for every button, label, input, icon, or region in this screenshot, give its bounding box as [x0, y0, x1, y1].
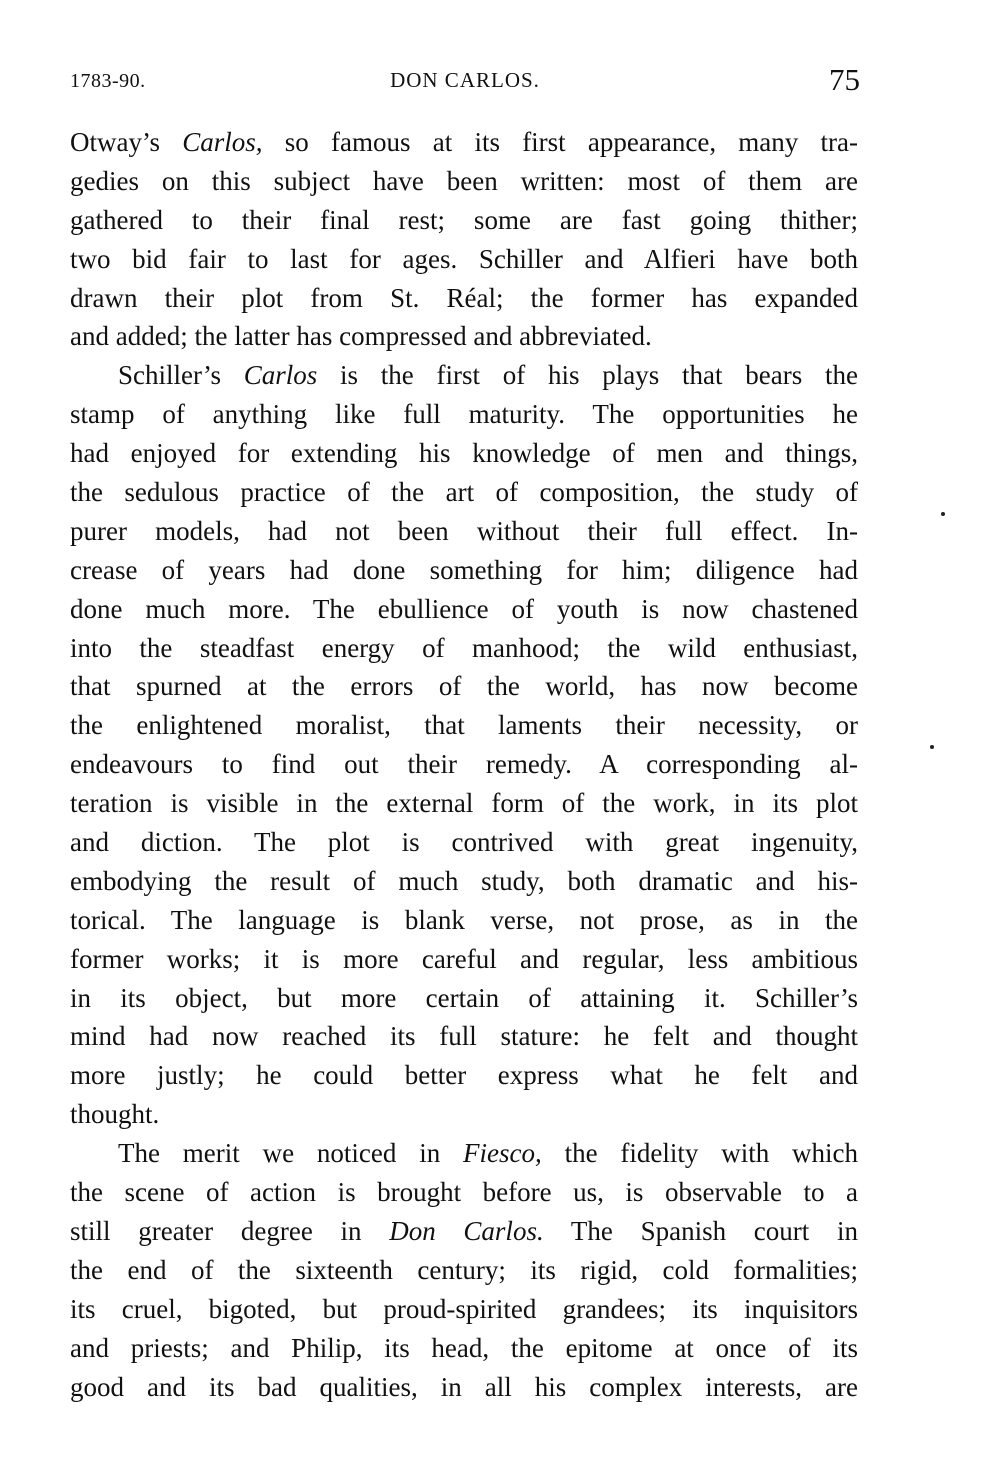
text-line [70, 823, 858, 862]
paragraph [70, 123, 858, 356]
text-segment: gathered to their final rest; some are fast going thither; [70, 204, 858, 235]
text-segment: Schiller’s [118, 360, 244, 391]
text-line [70, 279, 858, 318]
text-line [70, 784, 858, 823]
text-segment: that spurned at the errors of the world, has now become [70, 671, 858, 702]
text-line [70, 1134, 858, 1173]
body-text [70, 123, 858, 1406]
text-line [70, 317, 858, 356]
text-line [70, 862, 858, 901]
text-line [70, 434, 858, 473]
text-line [70, 1017, 858, 1056]
text-line [70, 1212, 858, 1251]
text-segment: purer models, had not been without their full effect. In- [70, 515, 858, 546]
text-segment: and added; the latter has compressed and abbreviated. [70, 321, 652, 352]
paragraph [70, 356, 858, 1134]
text-segment: former works; it is more careful and regular, less ambitious [70, 943, 858, 974]
text-line [70, 590, 858, 629]
print-speck [930, 745, 934, 749]
print-speck [941, 512, 945, 516]
text-segment: the enlightened moralist, that laments their necessity, or [70, 710, 858, 741]
text-segment: into the steadfast energy of manhood; the wild enthusiast, [70, 632, 858, 663]
text-line [70, 512, 858, 551]
text-segment: is the first of his plays that bears the [317, 360, 858, 391]
text-line [70, 1173, 858, 1212]
italic-title: Carlos, [182, 127, 263, 157]
text-segment: stamp of anything like full maturity. The opportunities he [70, 399, 858, 430]
text-line [70, 551, 858, 590]
text-line [70, 201, 858, 240]
text-line [70, 1368, 858, 1407]
text-segment: drawn their plot from St. Réal; the former has expanded [70, 282, 858, 313]
text-line [70, 667, 858, 706]
text-segment: good and its bad qualities, in all his complex interests, are [70, 1371, 858, 1402]
text-line [70, 240, 858, 279]
text-segment: endeavours to find out their remedy. A corresponding al- [70, 749, 858, 780]
text-line [70, 1329, 858, 1368]
text-segment: in its object, but more certain of attaining it. Schiller’s [70, 982, 858, 1013]
text-segment: had enjoyed for extending his knowledge of men and things, [70, 438, 858, 469]
text-line [70, 162, 858, 201]
text-line [70, 1095, 858, 1134]
text-segment: the sedulous practice of the art of composition, the study of [70, 477, 858, 508]
text-segment: the fidelity with which [541, 1138, 859, 1169]
text-segment: Otway’s [70, 127, 183, 157]
text-segment: and priests; and Philip, its head, the epitome at once of its [70, 1332, 858, 1363]
text-segment: torical. The language is blank verse, not prose, as in the [70, 904, 858, 935]
text-line [70, 745, 858, 784]
text-segment: two bid fair to last for ages. Schiller and Alfieri have both [70, 243, 858, 274]
text-segment: The Spanish court in [543, 1215, 858, 1246]
text-line [70, 979, 858, 1018]
text-segment: embodying the result of much study, both dramatic and his- [70, 865, 858, 896]
text-line [70, 1290, 858, 1329]
text-line [70, 706, 858, 745]
paragraph [70, 1134, 858, 1406]
text-segment: its cruel, bigoted, but proud-spirited grandees; its inquisitors [70, 1293, 858, 1324]
italic-title: Carlos [243, 360, 318, 391]
text-segment: teration is visible in the external form of the work, in its plot [70, 788, 858, 819]
text-segment: the end of the sixteenth century; its rigid, cold formalities; [70, 1254, 858, 1285]
text-line [70, 1056, 858, 1095]
text-segment: still greater degree in [70, 1215, 390, 1246]
header-dates: 1783-90. [70, 70, 146, 92]
page-number: 75 [829, 62, 860, 97]
text-line [70, 395, 858, 434]
text-segment: so famous at its first appearance, many tra- [262, 127, 858, 157]
running-header [70, 62, 860, 102]
text-segment: thought. [70, 1099, 160, 1130]
header-title: DON CARLOS. [390, 68, 540, 92]
text-line [70, 123, 858, 162]
text-line [70, 1251, 858, 1290]
text-segment: and diction. The plot is contrived with great ingenuity, [70, 827, 858, 858]
text-segment: done much more. The ebullience of youth is now chastened [70, 593, 858, 624]
text-segment: the scene of action is brought before us, is observable to a [70, 1177, 858, 1208]
text-segment: The merit we noticed in [118, 1138, 464, 1169]
text-line [70, 629, 858, 668]
text-segment: mind had now reached its full stature: he felt and thought [70, 1021, 858, 1052]
text-line [70, 940, 858, 979]
text-line [70, 356, 858, 395]
italic-title: Fiesco, [463, 1138, 542, 1169]
text-line [70, 901, 858, 940]
text-segment: crease of years had done something for him; diligence had [70, 554, 858, 585]
italic-title: Don Carlos. [389, 1215, 544, 1246]
text-segment: more justly; he could better express what he felt and [70, 1060, 858, 1091]
text-line [70, 473, 858, 512]
text-segment: gedies on this subject have been written: most of them are [70, 165, 858, 196]
